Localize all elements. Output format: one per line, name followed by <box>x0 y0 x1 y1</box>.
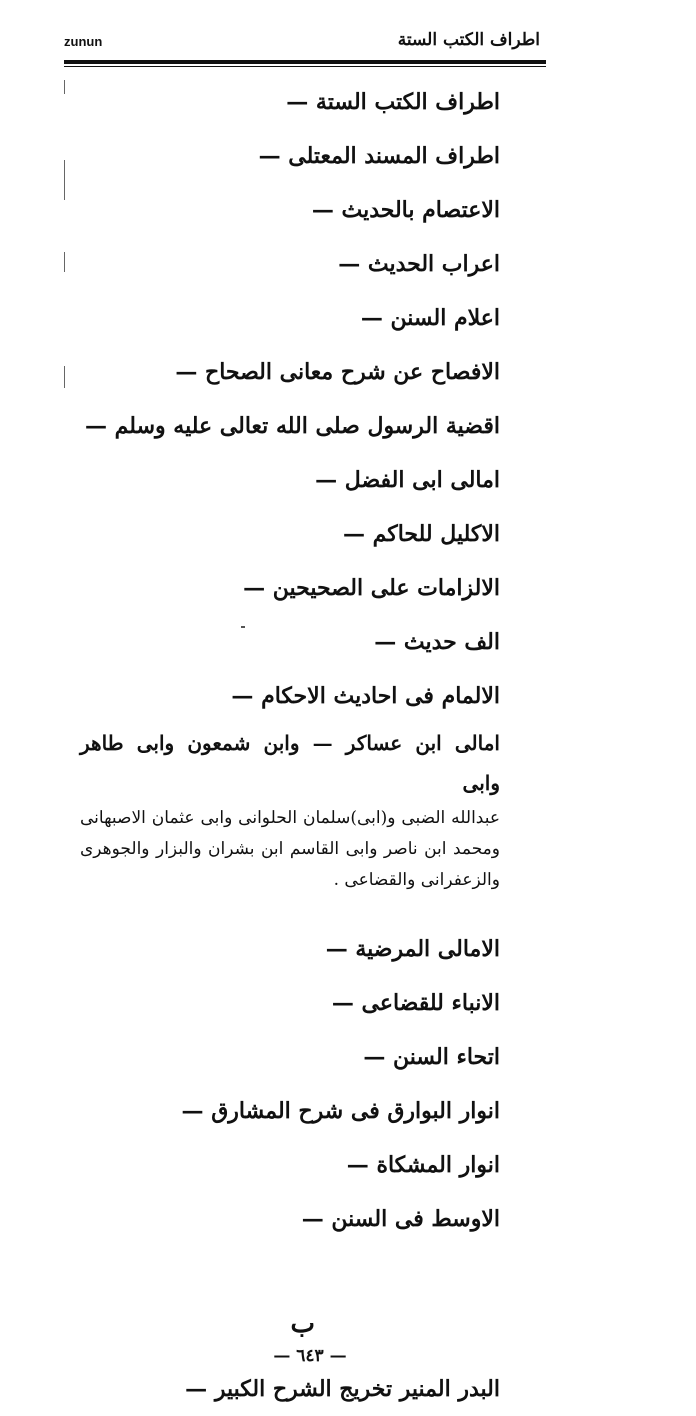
index-entry: الف حديث — <box>374 629 500 655</box>
margin-mark <box>64 80 65 94</box>
index-entry: الاعتصام بالحديث — <box>311 197 500 223</box>
index-entry: الانباء للقضاعى — <box>331 990 500 1016</box>
header-rule-thick <box>64 60 546 64</box>
index-entry: انوار البوارق فى شرح المشارق — <box>181 1098 500 1124</box>
page-number: — ٦٤٣ — <box>273 1346 347 1366</box>
header-left-text: zunun <box>64 34 103 49</box>
index-entry: الافصاح عن شرح معانى الصحاح — <box>175 359 500 385</box>
index-entry: البدر المنير تخريج الشرح الكبير — <box>185 1376 500 1402</box>
index-entry: اعراب الحديث — <box>338 251 500 277</box>
paragraph-body: عبدالله الضبى و(ابى)سلمان الحلوانى وابى عثمان الاصبهانى ومحمد ابن ناصر وابى القاسم ابن بشران والبزار والجوهرى والزعفرانى والقضاعى . <box>80 808 500 890</box>
index-entry: اطراف المسند المعتلى — <box>258 143 500 169</box>
margin-mark <box>64 160 65 200</box>
index-entry: الاوسط فى السنن — <box>301 1206 500 1232</box>
margin-mark <box>64 252 65 272</box>
index-entry: اقضية الرسول صلى الله تعالى عليه وسلم — <box>85 413 500 439</box>
index-entry: الاكليل للحاكم — <box>342 521 500 547</box>
paragraph-first-line: امالى ابن عساكر — وابن شمعون وابى طاهر وابى <box>80 731 500 795</box>
index-entry: اطراف الكتب الستة — <box>286 89 500 115</box>
header-rule-thin <box>64 66 546 67</box>
index-entry: انوار المشكاة — <box>346 1152 500 1178</box>
spacer <box>80 896 500 922</box>
page-header <box>64 30 546 56</box>
section-letter: ب <box>290 1309 315 1339</box>
index-entries <box>80 75 500 1416</box>
index-entry: اعلام السنن — <box>360 305 500 331</box>
index-entry: امالى ابى الفضل — <box>315 467 500 493</box>
index-entry: الالمام فى احاديث الاحكام — <box>231 683 500 709</box>
running-title: اطراف الكتب الستة <box>397 30 540 50</box>
index-entry: اتحاء السنن — <box>363 1044 500 1070</box>
margin-mark <box>64 366 65 388</box>
index-entry: الامالى المرضية — <box>325 936 500 962</box>
index-entry: الالزامات على الصحيحين — <box>243 575 500 601</box>
